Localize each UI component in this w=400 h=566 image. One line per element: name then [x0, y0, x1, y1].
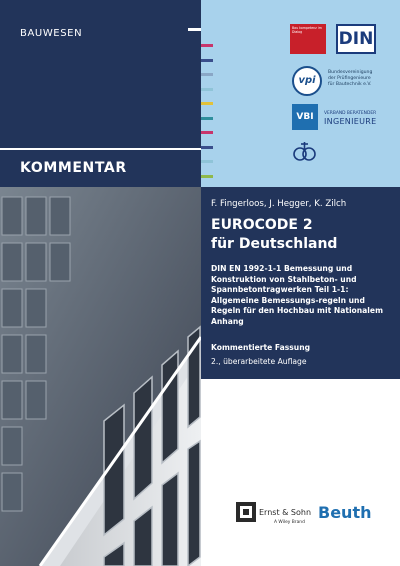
vbi-logo: VBI	[292, 104, 318, 130]
book-title-line: EUROCODE 2	[211, 217, 313, 233]
divider-mark	[188, 28, 202, 31]
baukompetenz-logo	[290, 24, 326, 54]
baukompetenz-text: Bau kompetenz im Dialog	[292, 26, 322, 34]
seal-icon	[292, 140, 318, 164]
ernst-sohn-tagline: A Wiley Brand	[274, 520, 305, 525]
vbi-text-line1: VERBAND BERATENDER	[324, 111, 377, 116]
series-label: BAUWESEN	[20, 28, 83, 39]
color-stripe	[201, 102, 213, 105]
building-photo	[0, 187, 201, 566]
ernst-sohn-logo	[236, 502, 314, 530]
version-label: Kommentierte Fassung	[211, 343, 311, 352]
vpi-text-line: für Bautechnik e.V.	[328, 82, 372, 87]
edition-label: 2., überarbeitete Auflage	[211, 357, 307, 366]
color-stripe	[201, 146, 213, 149]
vpi-logo: vpi	[292, 66, 322, 96]
color-stripe	[201, 44, 213, 47]
din-logo: DIN	[336, 24, 376, 54]
color-stripe	[201, 160, 213, 163]
book-title-line: für Deutschland	[211, 236, 338, 252]
divider	[0, 148, 201, 150]
vbi-text	[324, 111, 400, 127]
color-stripe	[201, 59, 213, 62]
color-stripe	[201, 88, 213, 91]
vpi-text	[328, 70, 398, 88]
beuth-logo: Beuth	[318, 503, 372, 522]
color-stripe	[201, 131, 213, 134]
category-label: KOMMENTAR	[20, 160, 127, 176]
color-stripes	[201, 30, 215, 180]
vpi-text-line: der Prüfingenieure	[328, 76, 371, 81]
color-stripe	[201, 175, 213, 178]
book-description: DIN EN 1992-1-1 Bemessung und Konstruktion von Stahlbeton- und Spannbetontragwerken Teil 1-1: Allgemeine Bemessungs-regeln und Regeln für den Hochbau mit Nationalem Anhang	[211, 264, 383, 326]
authors: F. Fingerloos, J. Hegger, K. Zilch	[211, 199, 347, 209]
vpi-text-line: Bundesvereinigung	[328, 70, 373, 75]
book-title	[211, 216, 396, 254]
publisher-panel	[201, 379, 400, 566]
color-stripe	[201, 117, 213, 120]
color-stripe	[201, 73, 213, 76]
vbi-text-line2: INGENIEURE	[324, 117, 377, 126]
ernst-sohn-text: Ernst & Sohn	[259, 508, 312, 517]
